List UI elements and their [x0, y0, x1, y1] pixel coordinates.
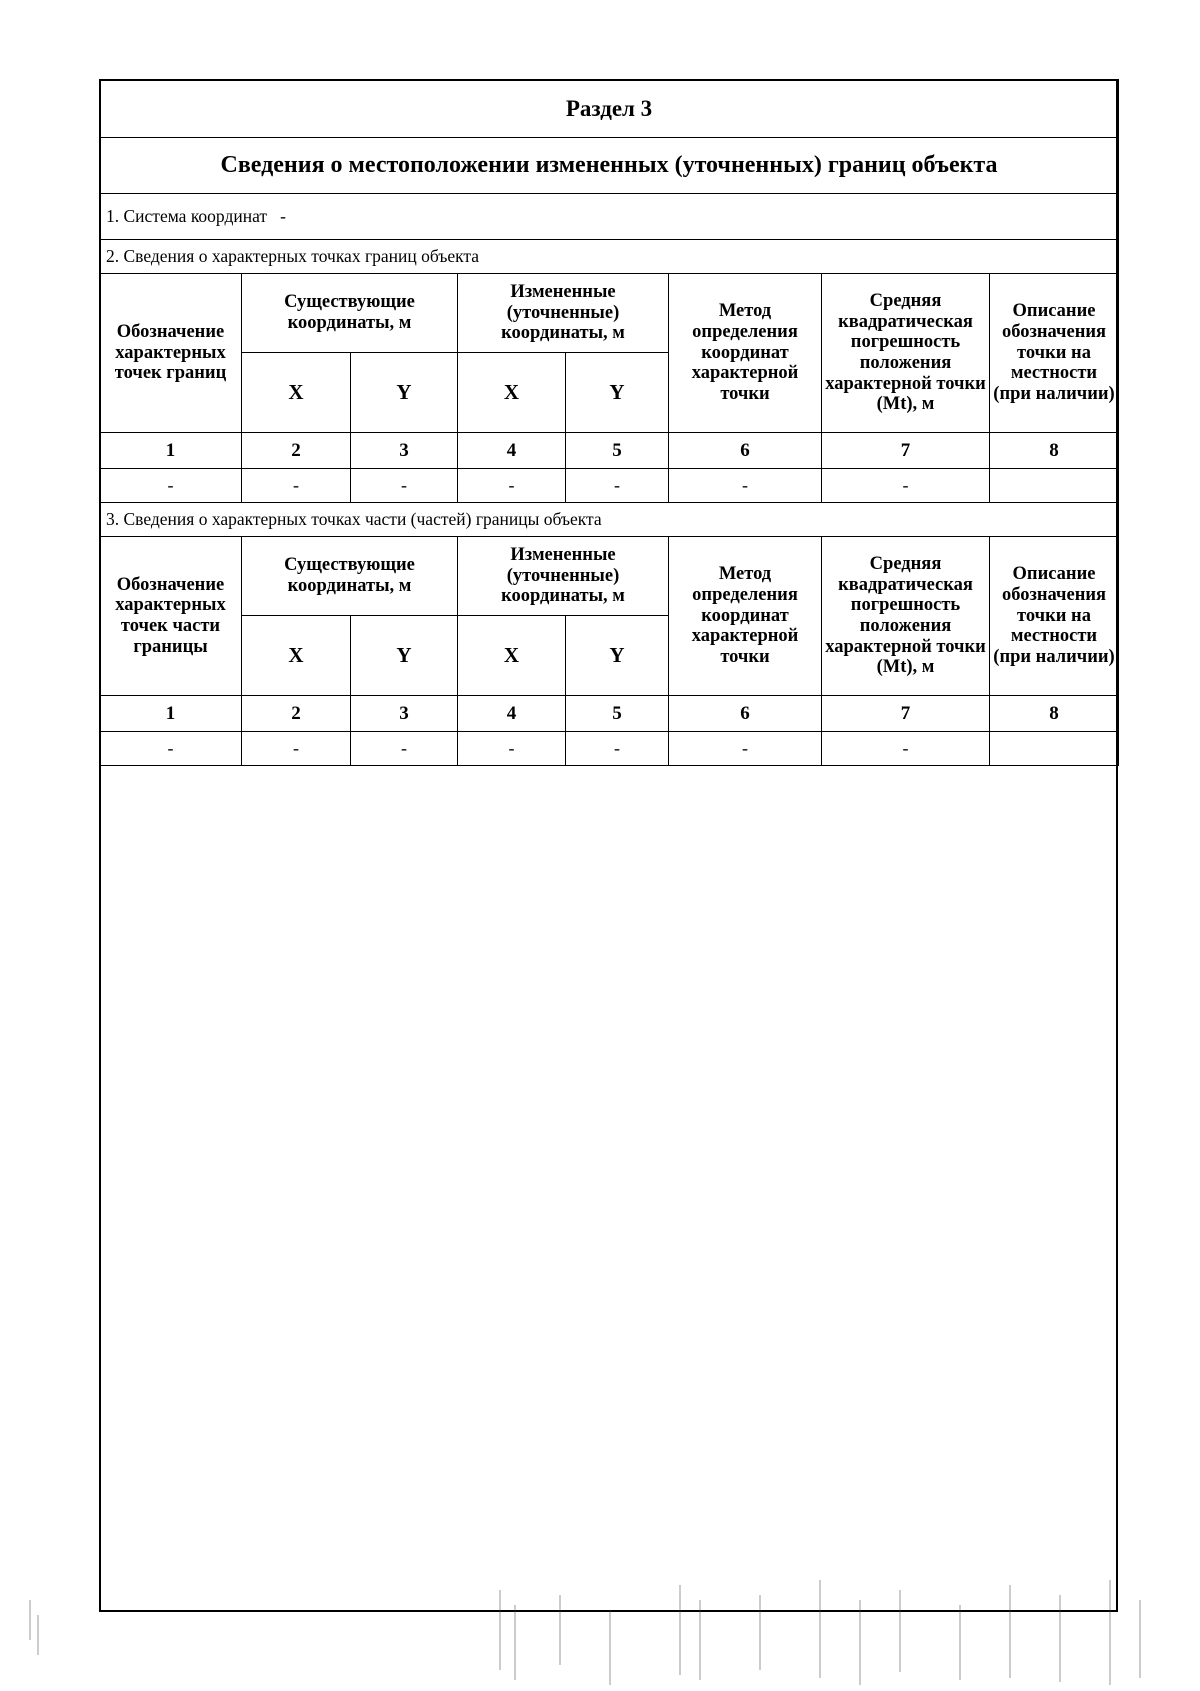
table-cell: -	[566, 469, 669, 503]
table1-header-method: Метод определения координат характерной точки	[669, 274, 822, 433]
column-number: 4	[458, 696, 566, 732]
column-number: 7	[822, 696, 990, 732]
table1-header-changed-y: Y	[566, 353, 669, 433]
column-number: 5	[566, 696, 669, 732]
table2-header-changed-x: X	[458, 616, 566, 696]
coordinate-system-row	[100, 194, 1119, 240]
column-number: 3	[351, 433, 458, 469]
table-cell: -	[669, 732, 822, 766]
table-cell: -	[566, 732, 669, 766]
column-number: 6	[669, 696, 822, 732]
table1-column-numbers	[100, 433, 1119, 469]
column-number: 3	[351, 696, 458, 732]
table-cell	[990, 469, 1119, 503]
table1-header-existing-x: X	[242, 353, 351, 433]
table-cell: -	[822, 732, 990, 766]
table1-header-error: Средняя квадратическая погрешность положения характерной точки (Mt), м	[822, 274, 990, 433]
table2-header-changed-y: Y	[566, 616, 669, 696]
table1-header-designation: Обозначение характерных точек границ	[100, 274, 242, 433]
table1-caption: 2. Сведения о характерных точках границ объекта	[100, 240, 1119, 274]
column-number: 1	[100, 433, 242, 469]
column-number: 2	[242, 433, 351, 469]
table2-column-numbers	[100, 696, 1119, 732]
table-cell: -	[100, 732, 242, 766]
coordinate-system-label: 1. Система координат	[106, 205, 268, 226]
page-heading: Сведения о местоположении измененных (уточненных) границ объекта	[100, 138, 1119, 194]
table-cell: -	[351, 732, 458, 766]
table-cell	[990, 732, 1119, 766]
column-number: 2	[242, 696, 351, 732]
column-number: 5	[566, 433, 669, 469]
table1-header-changed: Измененные (уточненные) координаты, м	[458, 274, 669, 353]
table1-header-existing: Существующие координаты, м	[242, 274, 458, 353]
table-cell: -	[669, 469, 822, 503]
column-number: 7	[822, 433, 990, 469]
table2-header-method: Метод определения координат характерной точки	[669, 537, 822, 696]
column-number: 4	[458, 433, 566, 469]
table2-header-existing-y: Y	[351, 616, 458, 696]
table1-header-existing-y: Y	[351, 353, 458, 433]
table2-header-changed: Измененные (уточненные) координаты, м	[458, 537, 669, 616]
table2-header-error: Средняя квадратическая погрешность положения характерной точки (Mt), м	[822, 537, 990, 696]
table2-caption: 3. Сведения о характерных точках части (частей) границы объекта	[100, 503, 1119, 537]
table2-header-description: Описание обозначения точки на местности (при наличии)	[990, 537, 1119, 696]
table1-row	[100, 469, 1119, 503]
column-number: 8	[990, 433, 1119, 469]
scan-noise	[0, 1560, 1200, 1691]
column-number: 6	[669, 433, 822, 469]
table2-row	[100, 732, 1119, 766]
table1-header-changed-x: X	[458, 353, 566, 433]
table-cell: -	[242, 469, 351, 503]
table2-header-existing: Существующие координаты, м	[242, 537, 458, 616]
table1-header-description: Описание обозначения точки на местности (при наличии)	[990, 274, 1119, 433]
table-cell: -	[822, 469, 990, 503]
section-title: Раздел 3	[100, 80, 1119, 138]
table2-header-designation: Обозначение характерных точек части границы	[100, 537, 242, 696]
table-cell: -	[100, 469, 242, 503]
column-number: 8	[990, 696, 1119, 732]
boundary-table	[99, 79, 1119, 766]
table-cell: -	[242, 732, 351, 766]
table-cell: -	[458, 469, 566, 503]
table2-header-existing-x: X	[242, 616, 351, 696]
column-number: 1	[100, 696, 242, 732]
table-cell: -	[458, 732, 566, 766]
coordinate-system-value: -	[280, 205, 286, 226]
table-cell: -	[351, 469, 458, 503]
